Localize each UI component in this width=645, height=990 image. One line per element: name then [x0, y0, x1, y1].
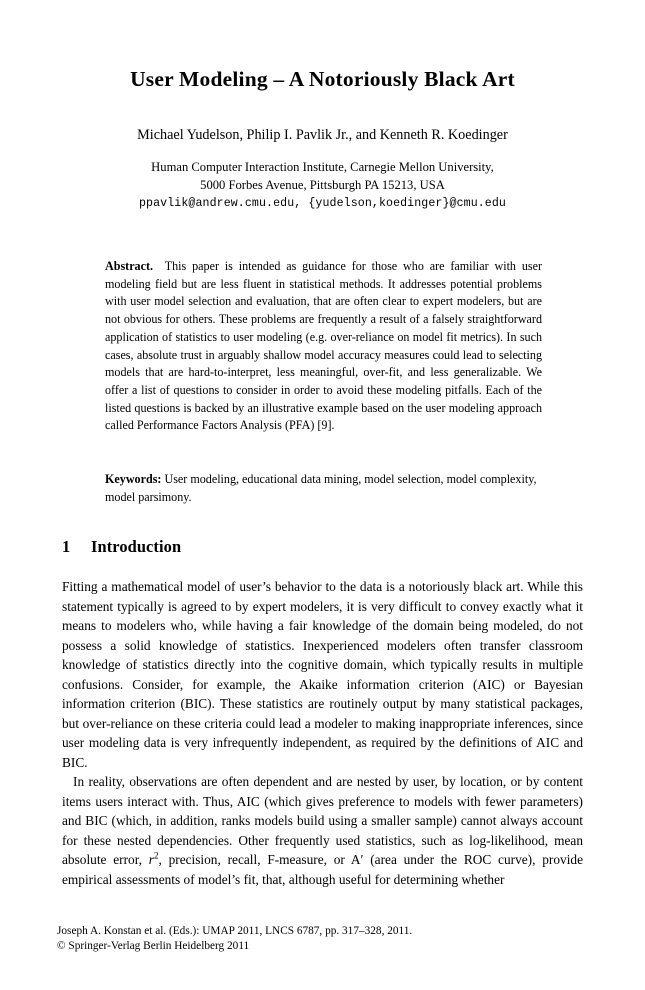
abstract-label: Abstract.	[105, 259, 154, 273]
affiliation-block	[0, 159, 645, 195]
math-exponent: 2	[153, 850, 159, 861]
footer-citation: Joseph A. Konstan et al. (Eds.): UMAP 2011, LNCS 6787, pp. 317–328, 2011.	[57, 925, 413, 937]
section-heading-introduction	[62, 537, 583, 557]
inline-math-r-squared: $r^2$	[148, 850, 159, 867]
paragraph-2: In reality, observations are often dependent and are nested by user, by location, or by content items users interact with. Thus, AIC (which gives preference to models with fewer parameters) and BIC (which, in addition, ranks models build using a smaller sample) cannot always account for these nested dependencies. Other frequently used statistics, such as log-likelihood, mean absolute error, $r^2$, precision, recall, F-measure, or A′ (area under the ROC curve), provide empirical assessments of model’s fit, that, although useful for determining whether	[62, 774, 583, 887]
body-text	[62, 577, 583, 889]
keywords-block	[105, 471, 542, 506]
section-title: Introduction	[91, 537, 182, 556]
abstract-block	[105, 258, 542, 435]
author-list: Michael Yudelson, Philip I. Pavlik Jr., and Kenneth R. Koedinger	[137, 127, 508, 143]
keywords-text: User modeling, educational data mining, model selection, model complexity, model parsimony.	[105, 472, 537, 504]
affiliation-line-1: Human Computer Interaction Institute, Carnegie Mellon University,	[151, 160, 494, 174]
publisher-footer	[57, 924, 587, 955]
footer-copyright: © Springer-Verlag Berlin Heidelberg 2011	[57, 940, 250, 953]
section-number: 1	[62, 537, 71, 556]
page-title: User Modeling – A Notoriously Black Art	[130, 67, 515, 91]
abstract-text: This paper is intended as guidance for those who are familiar with user modeling field but are less fluent in statistical methods. It addresses potential problems with user model selection and evaluation, that are often clear to expert modelers, but are not obvious for others. These problems are frequently a result of a falsely straightforward application of statistics to user modeling (e.g. over-reliance on model fit metrics). In such cases, absolute trust in arguably shallow model accuracy measures could lead to selecting models that are hard-to-interpret, less meaningful, over-fit, and less generalizable. We offer a list of questions to consider in order to avoid these modeling pitfalls. Each of the listed questions is backed by an illustrative example based on the user modeling approach called Performance Factors Analysis (PFA) [9].	[105, 259, 542, 433]
keywords-label: Keywords:	[105, 472, 162, 486]
author-emails: ppavlik@andrew.cmu.edu, {yudelson,koedinger}@cmu.edu	[139, 197, 506, 210]
affiliation-line-2: 5000 Forbes Avenue, Pittsburgh PA 15213, USA	[200, 177, 445, 192]
paragraph-1: Fitting a mathematical model of user’s behavior to the data is a notoriously black art. While this statement typically is agreed to by expert modelers, it is very difficult to convey exactly what it means to modelers who, while having a fair knowledge of the domain being modeled, do not possess a solid knowledge of statistics. Inexperienced modelers often transfer classroom knowledge of statistics directly into the cognitive domain, which typically results in multiple confusions. Consider, for example, the Akaike information criterion (AIC) or Bayesian information criterion (BIC). These statistics are routinely output by many statistical packages, but over-reliance on these criteria could lead a modeler to making inappropriate inferences, since user modeling data is very infrequently independent, as required by the definitions of AIC and BIC.	[62, 579, 583, 770]
